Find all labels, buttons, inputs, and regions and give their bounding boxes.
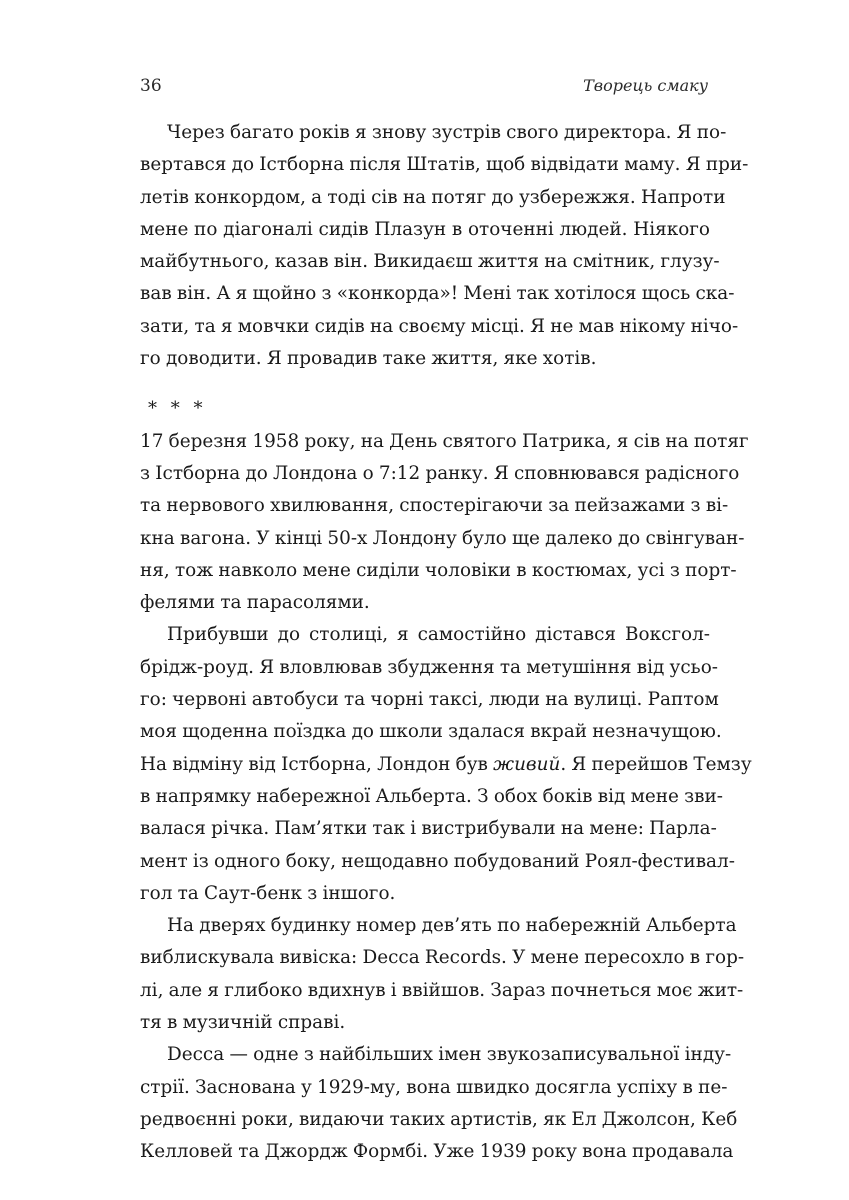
body-line: зати, та я мовчки сидів на своєму місці. Я не мав нікому нічо- (140, 315, 739, 337)
body-line: мене по діагоналі сидів Плазун в оточенні людей. Ніякого (140, 218, 710, 240)
running-head-title: Творець смаку (583, 76, 708, 95)
body-line: з Істборна до Лондона о 7:12 ранку. Я сповнювався радісного (140, 462, 740, 484)
body-line: брідж-роуд. Я вловлював збудження та метушіння від усьо- (140, 656, 718, 678)
body-line: мент із одного боку, нещодавно побудований Роял-фестивал- (140, 850, 735, 872)
body-line: вертався до Істборна після Штатів, щоб відвідати маму. Я при- (140, 154, 749, 176)
body-line: 17 березня 1958 року, на День святого Патрика, я сів на потяг (140, 430, 749, 452)
body-line: майбутнього, казав він. Викидаєш життя на смітник, глузу- (140, 251, 720, 273)
body-text: На відміну від Істборна, Лондон був (140, 753, 494, 775)
body-line: гол та Саут-бенк з іншого. (140, 882, 396, 904)
body-line: в напрямку набережної Альберта. З обох боків від мене зви- (140, 785, 724, 807)
body-line: фелями та парасолями. (140, 592, 370, 614)
body-line: кна вагона. У кінці 50-х Лондону було ще далеко до свінгуван- (140, 527, 745, 549)
body-line: валася річка. Пам’ятки так і вистрибували на мене: Парла- (140, 818, 717, 840)
body-line: го доводити. Я провадив таке життя, яке хотів. (140, 348, 597, 370)
section-separator: * * * (148, 398, 207, 420)
body-line: виблискувала вивіска: Decca Records. У мене пересохло в гор- (140, 947, 745, 969)
body-line: Прибувши до столиці, я самостійно дістався Воксгол- (167, 624, 710, 646)
body-line: На дверях будинку номер дев’ять по набережній Альберта (167, 915, 737, 937)
body-text: . Я перейшов Темзу (560, 753, 752, 775)
body-line: Через багато років я знову зустрів свого директора. Я по- (167, 122, 727, 143)
body-line: редвоєнні роки, видаючи таких артистів, як Ел Джолсон, Кеб (140, 1108, 738, 1130)
body-line: Келловей та Джордж Формбі. Уже 1939 року вона продавала (140, 1141, 734, 1163)
section-gap (140, 375, 710, 393)
body-line: ня, тож навколо мене сиділи чоловіки в костюмах, усі з порт- (140, 559, 737, 581)
emphasis-word: живий (493, 753, 561, 775)
body-line: лі, але я глибоко вдихнув і ввійшов. Зараз почнеться моє жит- (140, 979, 744, 1001)
body-line: тя в музичній справі. (140, 1012, 346, 1034)
page-number: 36 (140, 76, 162, 96)
body-line: вав він. А я щойно з «конкорда»! Мені так хотілося щось ска- (140, 283, 735, 305)
page-body (140, 117, 752, 1169)
body-line (140, 749, 752, 781)
body-line: стрії. Заснована у 1929-му, вона швидко досягла успіху в пе- (140, 1076, 728, 1098)
body-line: го: червоні автобуси та чорні таксі, люди на вулиці. Раптом (140, 689, 719, 711)
body-line: моя щоденна поїздка до школи здалася вкрай незначущою. (140, 721, 722, 743)
body-line: летів конкордом, а тоді сів на потяг до узбережжя. Напроти (140, 186, 726, 208)
body-line: Decca — одне з найбільших імен звукозаписувальної інду- (167, 1044, 732, 1066)
body-line: та нервового хвилювання, спостерігаючи за пейзажами з ві- (140, 495, 729, 517)
